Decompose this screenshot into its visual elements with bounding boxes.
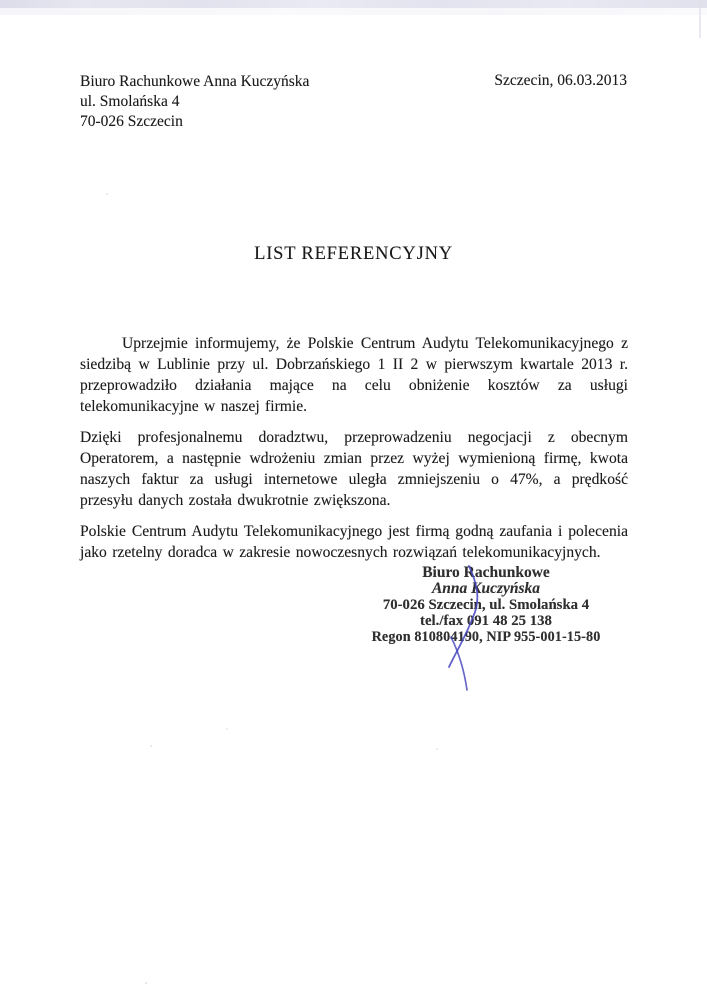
signature-stroke [451, 637, 467, 690]
sender-city: 70-026 Szczecin [80, 113, 183, 130]
signature-stroke [449, 566, 477, 667]
stamp-address: 70-026 Szczecin, ul. Smolańska 4 [382, 597, 590, 613]
stamp-phone: tel./fax 091 48 25 138 [420, 613, 552, 629]
letter-title: LIST REFERENCYJNY [254, 244, 453, 264]
stamp-ids: Regon 810804190, NIP 955-001-15-80 [371, 629, 601, 645]
letter-paragraph: Dzięki profesjonalnemu doradztwu, przeprowadzeniu negocjacji z obecnym Operatorem, a następnie wdrożeniu zmian przez wyżej wymienioną firmę, kwota naszych faktur za usługi internetowe uległa zmniejszeniu o 47%, a prędkość przesyłu danych została dwukrotnie zwiększona. [80, 429, 628, 509]
stamp-company-name: Biuro Rachunkowe [422, 564, 550, 581]
sender-name: Biuro Rachunkowe Anna Kuczyńska [80, 73, 310, 90]
stamp-owner-name: Anna Kuczyńska [431, 580, 541, 597]
sender-street: ul. Smolańska 4 [80, 93, 180, 110]
letter-paragraph: Uprzejmie informujemy, że Polskie Centrum Audytu Telekomunikacyjnego z siedzibą w Lublinie przy ul. Dobrzańskiego 1 II 2 w pierwszym kwartale 2013 r. przeprowadziło działania mające na celu obniżenie kosztów za usługi telekomunikacyjne w naszej firmie. [80, 335, 628, 415]
letter-paragraph: Polskie Centrum Audytu Telekomunikacyjnego jest firmą godną zaufania i polecenia jako rzetelny doradca w zakresie nowoczesnych rozwiązań telekomunikacyjnych. [80, 523, 628, 561]
dateline: Szczecin, 06.03.2013 [494, 72, 627, 89]
